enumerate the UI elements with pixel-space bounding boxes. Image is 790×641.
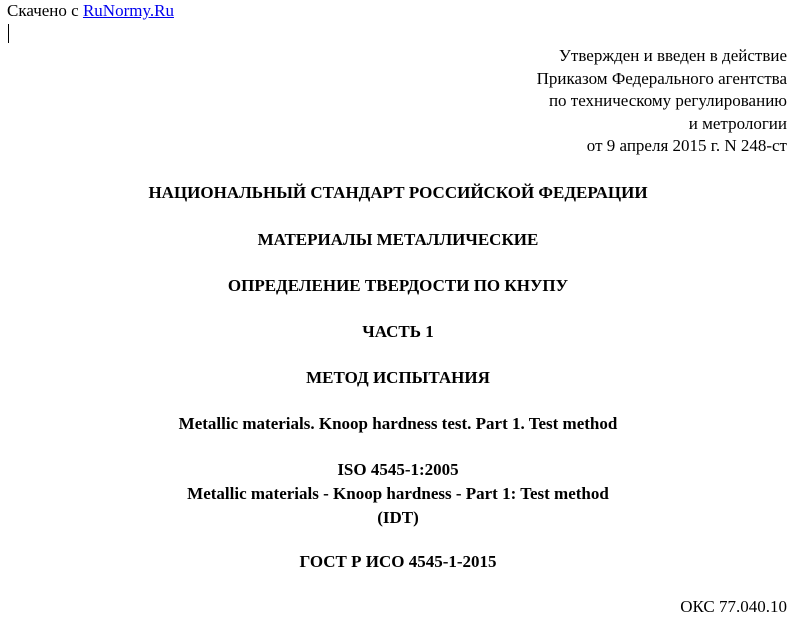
source-link[interactable]: RuNormy.Ru: [82, 1, 174, 20]
iso-title: Metallic materials - Knoop hardness - Part 1: Test method: [187, 484, 609, 503]
approval-line: по техническому регулированию: [548, 91, 787, 110]
approval-line: Утвержден и введен в действие: [558, 46, 787, 65]
part-heading: ЧАСТЬ 1: [362, 322, 434, 341]
source-line: [7, 1, 174, 21]
subject-heading: ОПРЕДЕЛЕНИЕ ТВЕРДОСТИ ПО КНУПУ: [227, 276, 569, 295]
approval-line: от 9 апреля 2015 г. N 248-ст: [586, 136, 787, 155]
source-prefix: Скачено с: [7, 1, 83, 20]
approval-block: [537, 45, 787, 158]
approval-line: и метрологии: [688, 113, 787, 133]
gost-number: ГОСТ Р ИСО 4545-1-2015: [299, 552, 497, 571]
iso-idt: (IDT): [377, 508, 419, 527]
iso-number: ISO 4545-1:2005: [337, 460, 459, 479]
materials-heading: МАТЕРИАЛЫ МЕТАЛЛИЧЕСКИЕ: [257, 230, 539, 249]
oks-code: ОКС 77.040.10: [680, 597, 787, 616]
text-cursor: [8, 24, 9, 43]
method-heading: МЕТОД ИСПЫТАНИЯ: [306, 368, 490, 387]
approval-line: Приказом Федерального агентства: [536, 68, 787, 88]
english-title: Metallic materials. Knoop hardness test. Part 1. Test method: [178, 414, 618, 433]
standard-type-heading: НАЦИОНАЛЬНЫЙ СТАНДАРТ РОССИЙСКОЙ ФЕДЕРАЦИИ: [148, 183, 648, 202]
